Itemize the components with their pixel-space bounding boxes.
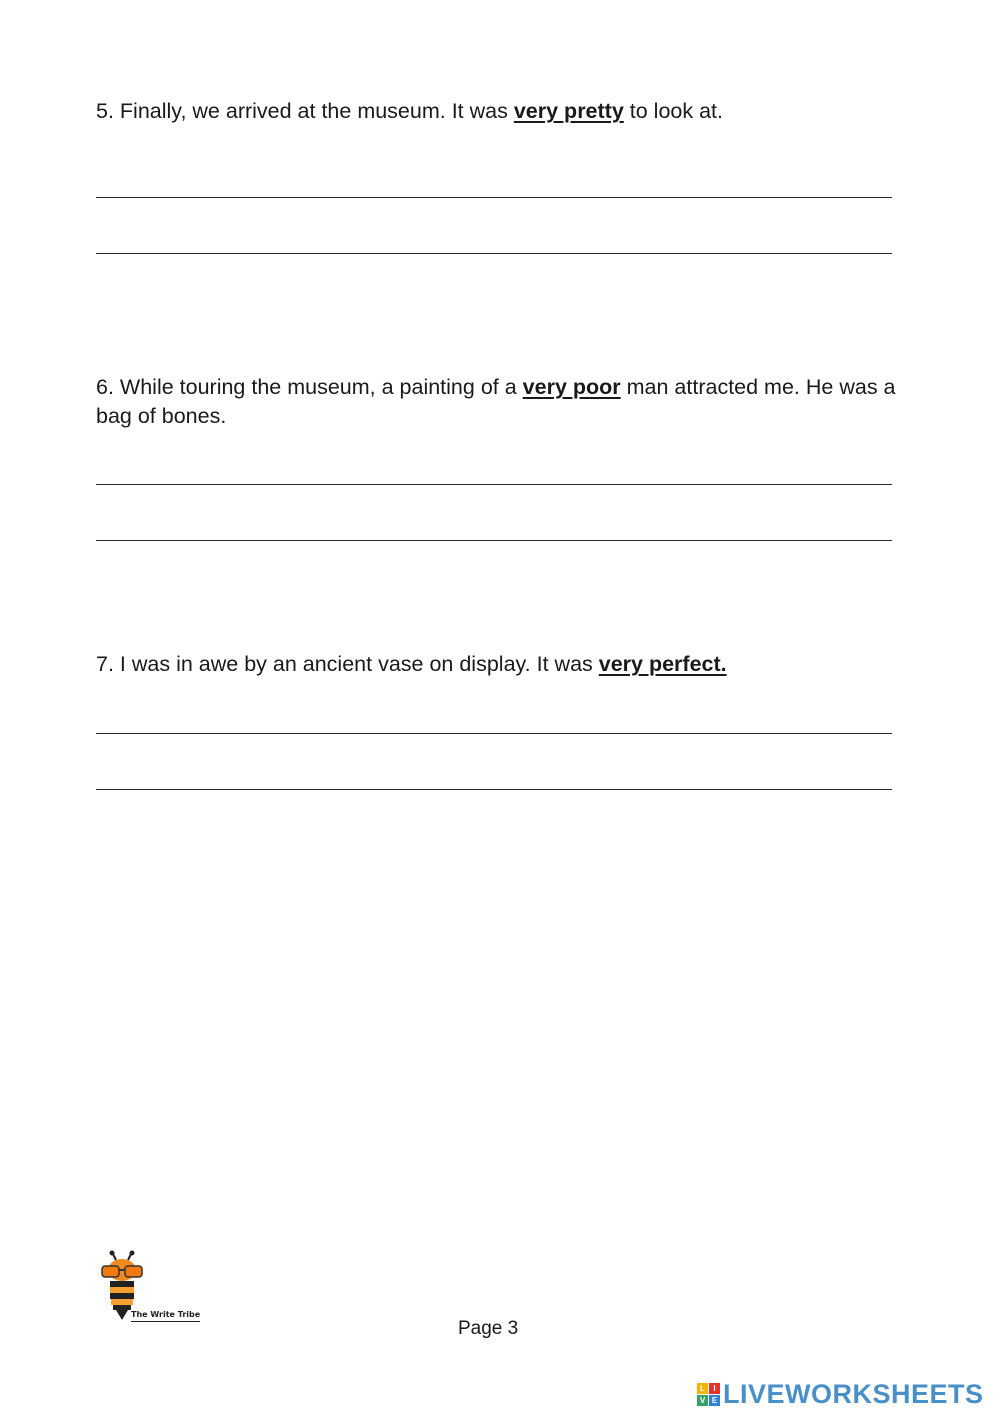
brand-blocks-icon — [697, 1383, 720, 1406]
answer-line[interactable] — [96, 484, 892, 485]
question-text: man attracted me. He was a bag of bones. — [96, 375, 896, 428]
brand-text: LIVEWORKSHEETS — [723, 1378, 984, 1409]
question-text: While touring the museum, a painting of a — [113, 375, 523, 399]
question-text: to look at. — [623, 99, 723, 123]
question-text: Finally, we arrived at the museum. It was — [119, 99, 514, 123]
highlight-phrase: very pretty — [513, 99, 624, 123]
answer-line[interactable] — [96, 733, 892, 734]
highlight-phrase: very perfect. — [598, 652, 727, 676]
highlight-phrase: very poor — [522, 375, 621, 399]
question-text: I was in awe by an ancient vase on display. It was — [119, 652, 599, 676]
brand-block: V — [697, 1395, 708, 1406]
question-6 — [96, 373, 896, 431]
brand-block: I — [709, 1383, 720, 1394]
question-number: 6. — [96, 375, 114, 399]
answer-line[interactable] — [96, 253, 892, 254]
brand-block: L — [697, 1383, 708, 1394]
question-number: 5. — [96, 99, 114, 123]
brand-block: E — [709, 1395, 720, 1406]
question-7 — [96, 650, 896, 679]
answer-line[interactable] — [96, 197, 892, 198]
page-number: Page 3 — [458, 1318, 519, 1339]
liveworksheets-brand[interactable] — [697, 1377, 984, 1411]
answer-line[interactable] — [96, 540, 892, 541]
logo-caption: The Write Tribe — [131, 1310, 200, 1322]
answer-line[interactable] — [96, 789, 892, 790]
question-number: 7. — [96, 652, 114, 676]
question-5 — [96, 97, 896, 126]
